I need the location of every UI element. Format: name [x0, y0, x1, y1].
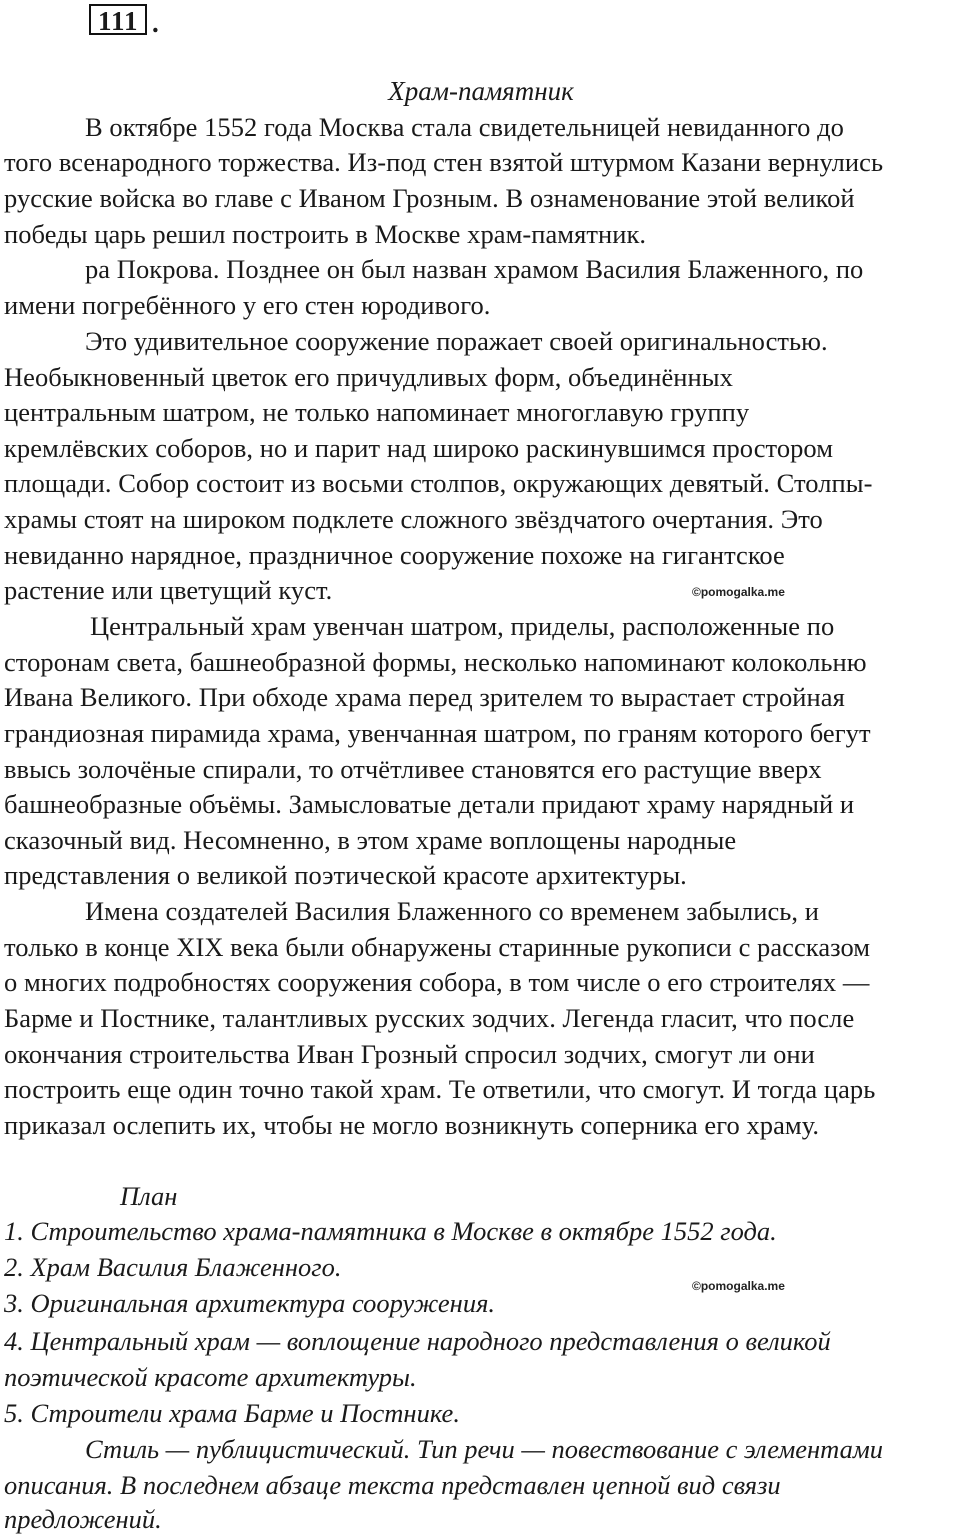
text-line: невиданно нарядное, праздничное сооружение похоже на гигантское: [4, 540, 785, 570]
text-line: ввысь золочёные спирали, то отчётливее становятся его растущие вверх: [4, 754, 822, 784]
text-line: приказал ослепить их, чтобы не могло возникнуть соперника его храму.: [4, 1110, 820, 1140]
text-line: кремлёвских соборов, но и парит над широко раскинувшимся простором: [4, 433, 834, 463]
text-title: Храм-памятник: [388, 76, 574, 106]
watermark: ©pomogalka.me: [692, 585, 785, 599]
text-line: В октябре 1552 года Москва стала свидетельницей невиданного до: [85, 112, 844, 142]
text-line: растение или цветущий куст.: [4, 575, 333, 605]
text-line: Необыкновенный цветок его причудливых форм, объединённых: [4, 362, 733, 392]
exercise-number: 111: [98, 6, 139, 36]
text-line: Барме и Постнике, талантливых русских зодчих. Легенда гласит, что после: [4, 1003, 855, 1033]
plan-item: 1. Строительство храма-памятника в Москве в октябре 1552 года.: [4, 1216, 777, 1246]
style-note-line: Стиль — публицистический. Тип речи — повествование с элементами: [85, 1434, 884, 1464]
text-line: башнеобразные объёмы. Замысловатые детали придают храму нарядный и: [4, 789, 855, 819]
text-line: окончания строительства Иван Грозный спросил зодчих, смогут ли они: [4, 1039, 815, 1069]
text-line: представления о великой поэтической красоте архитектуры.: [4, 860, 687, 890]
text-line: храмы стоят на широком подклете сложного звёздчатого очертания. Это: [4, 504, 823, 534]
text-line: Это удивительное сооружение поражает своей оригинальностью.: [85, 326, 828, 356]
plan-item: 3. Оригинальная архитектура сооружения.: [4, 1288, 496, 1318]
text-line: победы царь решил построить в Москве храм-памятник.: [4, 219, 647, 249]
text-line: имени погребённого у его стен юродивого.: [4, 290, 491, 320]
watermark: ©pomogalka.me: [692, 1279, 785, 1293]
text-line: построить еще один точно такой храм. Те ответили, что смогут. И тогда царь: [4, 1074, 876, 1104]
style-note-line: описания. В последнем абзаце текста представлен цепной вид связи: [4, 1470, 781, 1500]
text-line: того всенародного торжества. Из-под стен взятой штурмом Казани вернулись: [4, 147, 884, 177]
plan-title: План: [120, 1181, 178, 1211]
exercise-number-dot: .: [152, 8, 159, 38]
text-line: Имена создателей Василия Блаженного со временем забылись, и: [85, 896, 819, 926]
text-line: площади. Собор состоит из восьми столпов, окружающих девятый. Столпы-: [4, 468, 873, 498]
text-line: сказочный вид. Несомненно, в этом храме воплощены народные: [4, 825, 737, 855]
plan-item: 4. Центральный храм — воплощение народного представления о великой: [4, 1326, 831, 1356]
text-line: Ивана Великого. При обходе храма перед зрителем то вырастает стройная: [4, 682, 845, 712]
text-line: русские войска во главе с Иваном Грозным. В ознаменование этой великой: [4, 183, 855, 213]
plan-item: 2. Храм Василия Блаженного.: [4, 1252, 342, 1282]
text-line: грандиозная пирамида храма, увенчанная шатром, по граням которого бегут: [4, 718, 871, 748]
plan-item: поэтической красоте архитектуры.: [4, 1362, 417, 1392]
text-line: о многих подробностях сооружения собора, в том числе о его строителях —: [4, 967, 870, 997]
text-line: сторонам света, башнеобразной формы, несколько напоминают колокольню: [4, 647, 867, 677]
text-line: центральным шатром, не только напоминает многоглавую группу: [4, 397, 750, 427]
style-note-line: предложений.: [4, 1504, 162, 1534]
plan-item: 5. Строители храма Барме и Постнике.: [4, 1398, 460, 1428]
exercise-number-box: [89, 4, 147, 35]
text-line: только в конце XIX века были обнаружены старинные рукописи с рассказом: [4, 932, 871, 962]
text-line: ра Покрова. Позднее он был назван храмом Василия Блаженного, по: [85, 254, 864, 284]
text-line: Центральный храм увенчан шатром, приделы, расположенные по: [90, 611, 835, 641]
